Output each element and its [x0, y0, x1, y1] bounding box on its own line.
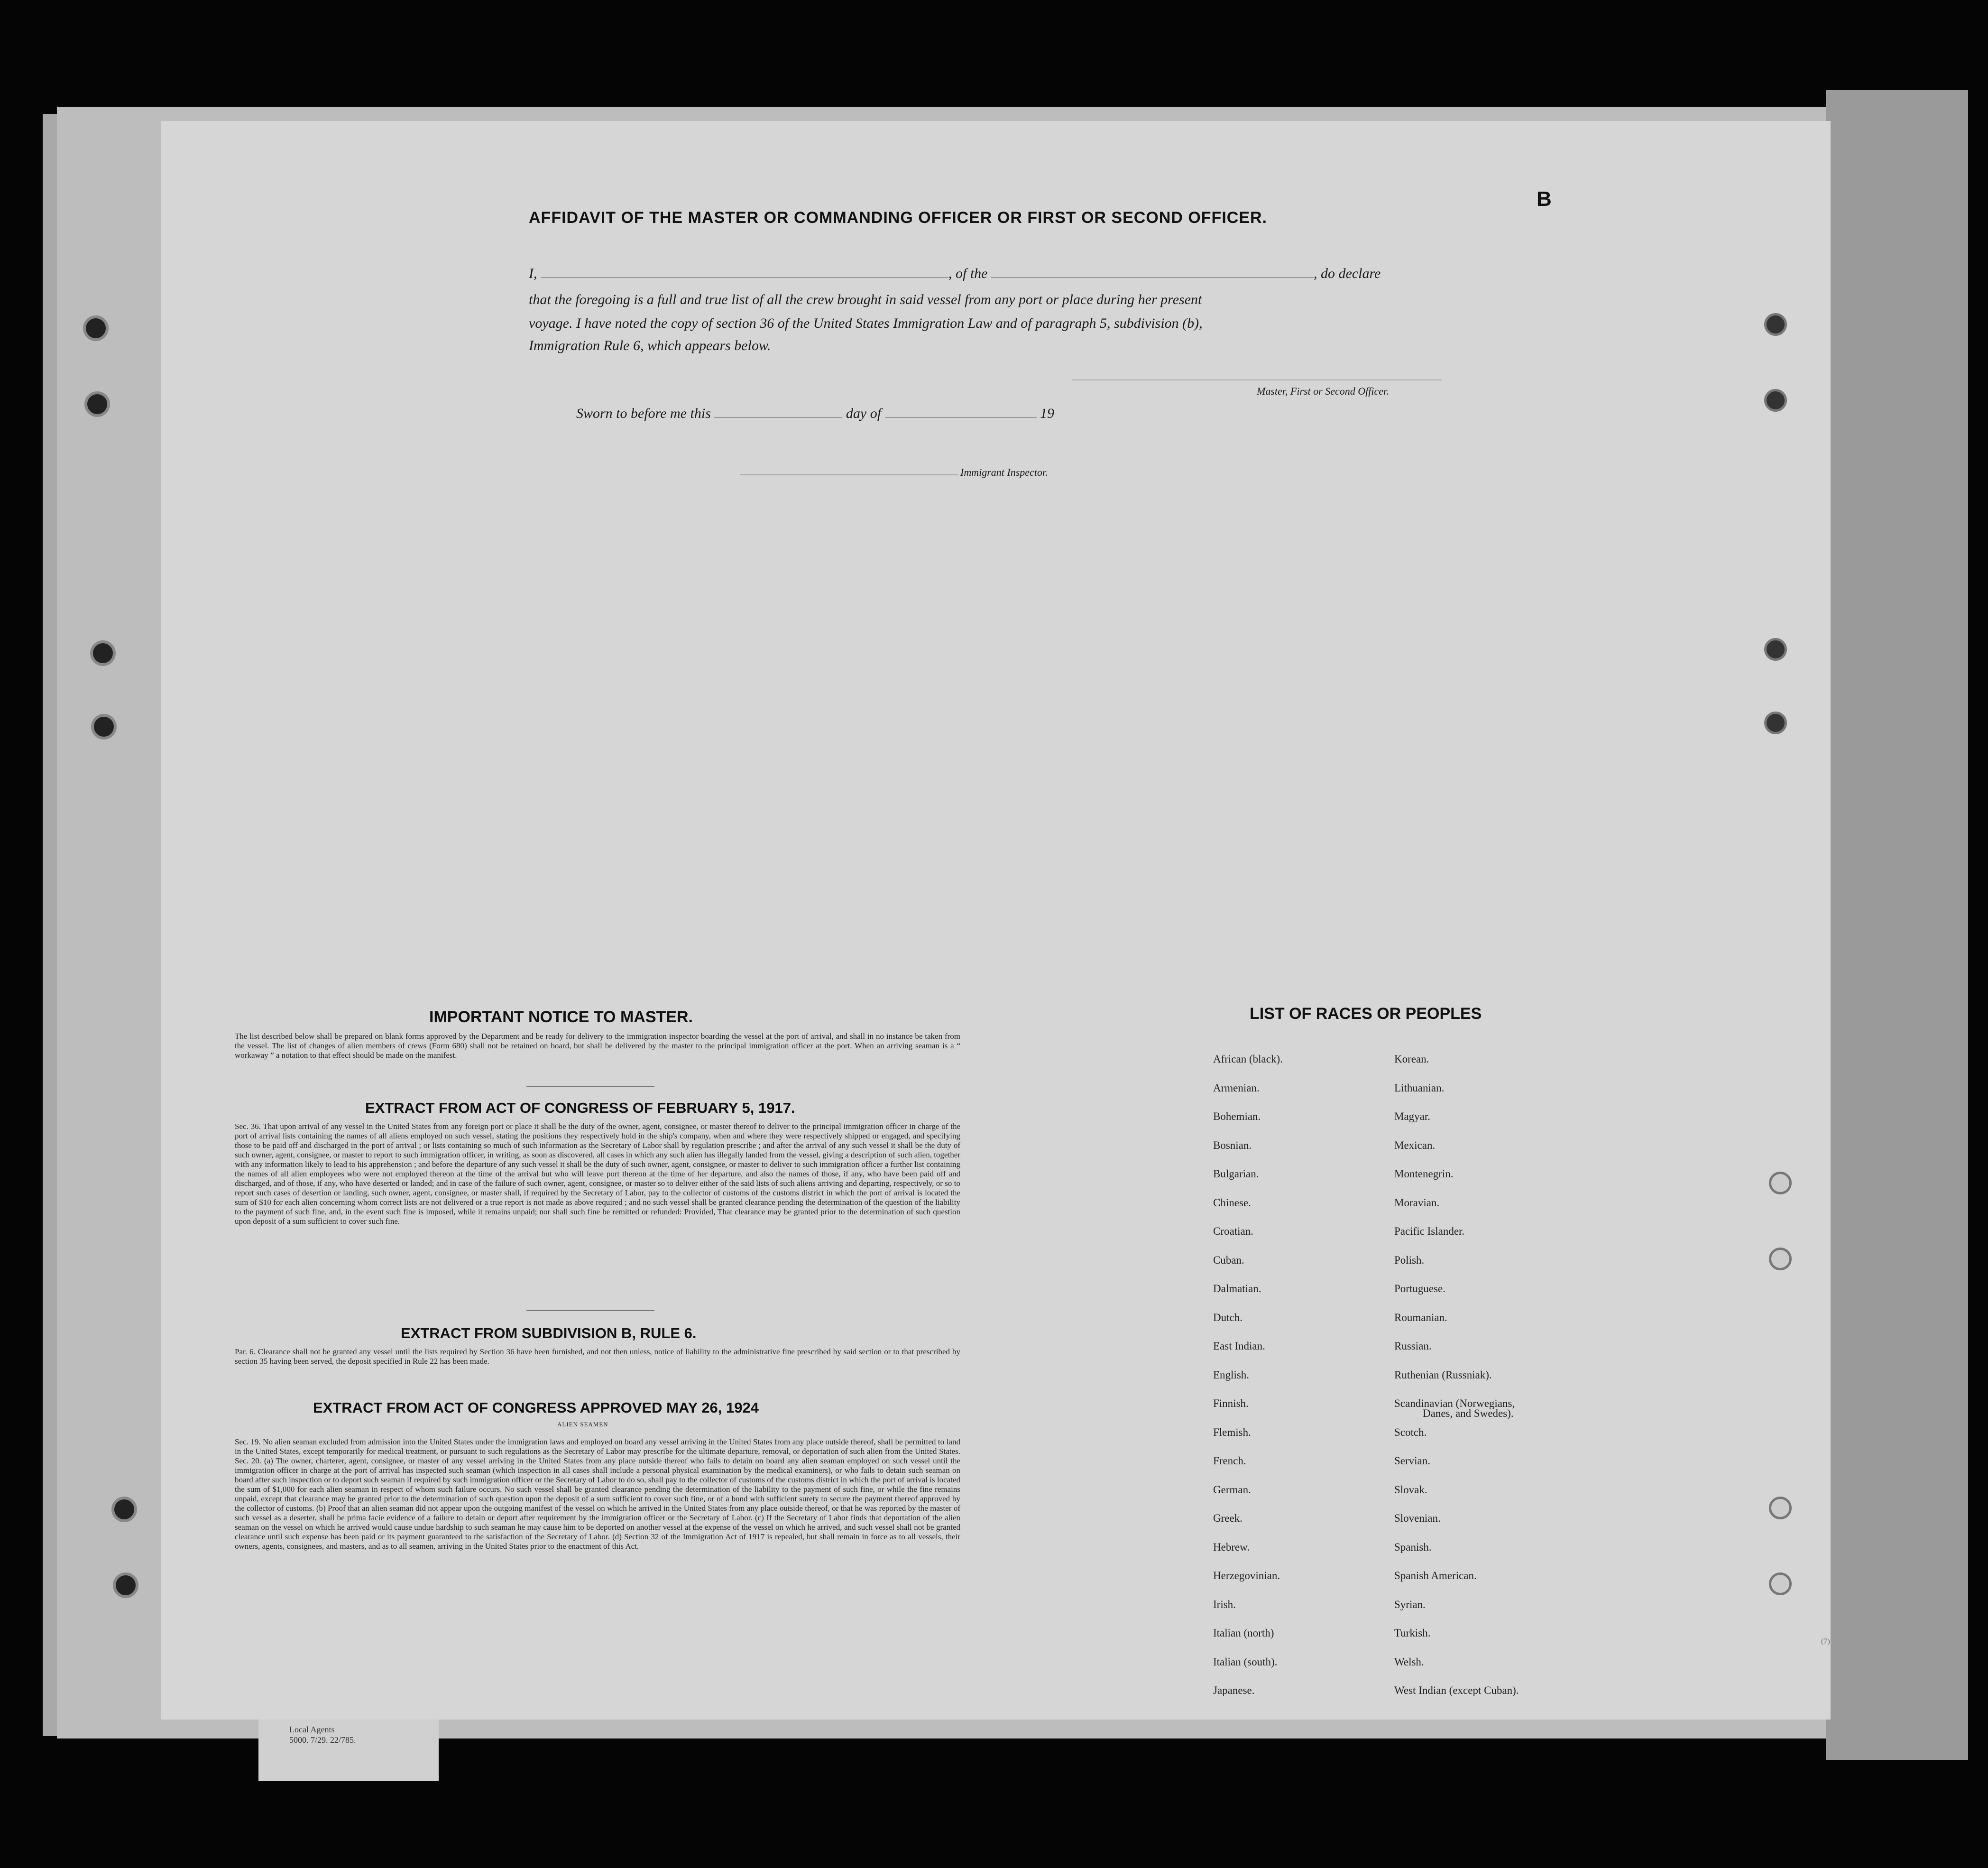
race-item: Ruthenian (Russniak). — [1394, 1369, 1492, 1381]
race-item: Welsh. — [1394, 1656, 1424, 1668]
affidavit-of-the: , of the — [948, 266, 988, 281]
race-item: Slovenian. — [1394, 1512, 1441, 1524]
race-item: Mexican. — [1394, 1139, 1436, 1151]
footer-line: 5000. 7/29. 22/785. — [289, 1735, 356, 1745]
race-item: African (black). — [1213, 1053, 1283, 1065]
binder-hole — [91, 714, 117, 740]
race-item: East Indian. — [1213, 1340, 1265, 1352]
notice-title: IMPORTANT NOTICE TO MASTER. — [429, 1008, 693, 1026]
binder-hole — [1764, 313, 1787, 336]
signature-label: Master, First or Second Officer. — [1257, 385, 1389, 397]
race-item: Cuban. — [1213, 1254, 1244, 1266]
race-item: Japanese. — [1213, 1684, 1255, 1696]
name-blank — [541, 267, 948, 278]
binder-hole — [1769, 1248, 1792, 1270]
race-item: Dalmatian. — [1213, 1283, 1261, 1295]
affidavit-i: I, — [529, 266, 537, 281]
binder-hole — [1769, 1172, 1792, 1194]
day-blank — [714, 407, 842, 418]
binder-hole — [1769, 1497, 1792, 1519]
sworn-day: day of — [846, 406, 882, 421]
sworn-year: 19 — [1040, 406, 1055, 421]
binder-hole — [83, 315, 109, 341]
race-item: Flemish. — [1213, 1426, 1251, 1438]
inspector-signature-line — [740, 474, 958, 475]
footer-imprint — [289, 1724, 356, 1745]
race-item: German. — [1213, 1484, 1251, 1496]
race-item: Moravian. — [1394, 1197, 1440, 1209]
page-letter: B — [1537, 187, 1552, 211]
divider — [526, 1086, 654, 1087]
race-item: Turkish. — [1394, 1627, 1431, 1639]
binder-hole — [1764, 638, 1787, 661]
affidavit-line: Immigration Rule 6, which appears below. — [529, 338, 771, 353]
race-item: Pacific Islander. — [1394, 1225, 1465, 1237]
extract-rule6-title: EXTRACT FROM SUBDIVISION B, RULE 6. — [401, 1325, 697, 1341]
race-item-continuation: Danes, and Swedes). — [1423, 1407, 1514, 1419]
race-item: Syrian. — [1394, 1599, 1426, 1610]
race-item: Polish. — [1394, 1254, 1425, 1266]
race-item: Roumanian. — [1394, 1312, 1447, 1323]
race-item: Russian. — [1394, 1340, 1432, 1352]
race-item: Portuguese. — [1394, 1283, 1445, 1295]
race-item: Croatian. — [1213, 1225, 1253, 1237]
affidavit-line — [529, 266, 1381, 282]
extract-1924-body: Sec. 19. No alien seaman excluded from admission into the United States under the immigration laws and employed on board any vessel arriving in the United States from any place outside thereof, shall be permitted to land in the United States, except temporarily for medical treatment, or pursuant to such regulations as the Secretary of Labor may prescribe for the ultimate departure, removal, or deportation of such alien from the United States. Sec. 20. (a) The owner, charterer, agent, consignee, or master of any vessel arriving in the United States from any place outside thereof who fails to detain on board any alien seaman employed on such vessel until the immigration officer in charge at the port of arrival has inspected such seaman (which inspection in all cases shall include a personal physical examination by the medical examiners), or who fails to detain such seaman on board after such inspection or to deport such seaman if required by such immigration officer or the Secretary of Labor to do so, shall pay to the collector of customs of the customs district in which the port of arrival is located the sum of $1,000 for each alien seaman in respect of whom such failure occurs. No such vessel shall be granted clearance pending the determination of the liability to the payment of such fine, or while the fine remains unpaid, except that clearance may be granted prior to the determination of such question upon the deposit of a sum sufficient to cover such fine, or of a bond with sufficient surety to secure the payment thereof approved by the collector of customs. (b) Proof that an alien seaman did not appear upon the outgoing manifest of the vessel on which he arrived in the United States from any place outside thereof, or that he was reported by the master of such vessel as a deserter, shall be prima facie evidence of a failure to detain or deport after requirement by the immigration officer or the Secretary of Labor. (c) If the Secretary of Labor finds that deportation of the alien seaman on the vessel on which he arrived would cause undue hardship to such seaman he may cause him to be deported on another vessel at the expense of the vessel on which he arrived, and such vessel shall not be granted clearance until such expense has been paid or its payment guaranteed to the satisfaction of the Secretary of Labor. (d) Section 32 of the Immigration Act of 1917 is repealed, but shall remain in force as to all vessels, their owners, agents, consignees, and masters, and as to all seamen, arriving in the United States prior to the enactment of this Act. — [235, 1437, 960, 1551]
notice-body: The list described below shall be prepared on blank forms approved by the Department and be ready for delivery to the immigration inspector boarding the vessel at the port of arrival, and shall in no instance be taken from the vessel. The list of changes of alien members of crews (Form 680) shall not be retained on board, but shall be delivered by the master to the principal immigration officer at the port. When an arriving seaman is a “ workaway ” a notation to that effect should be made on the manifest. — [235, 1032, 960, 1060]
race-item: Scandinavian (Norwegians, — [1394, 1397, 1515, 1409]
race-item: Scotch. — [1394, 1426, 1427, 1438]
binder-hole — [84, 391, 110, 417]
signature-line — [1072, 379, 1442, 380]
extract-1917-body: Sec. 36. That upon arrival of any vessel in the United States from any foreign port or place it shall be the duty of the owner, agent, consignee, or master thereof to deliver to the principal immigration officer in charge of the port of arrival lists containing the names of all aliens employed on such vessel, stating the positions they respectively hold in the ship's company, when and where they were respectively shipped or engaged, and specifying those to be paid off and discharged in the port of arrival ; or lists containing so much of such information as the Secretary of Labor shall by regulation prescribe ; and after the arrival of any such vessel it shall be the duty of such owner, agent, consignee, or master to report to such immigration officer, in writing, as soon as discovered, all cases in which any such alien has illegally landed from the vessel, giving a description of such alien, together with any information likely to lead to his apprehension ; and before the departure of any such vessel it shall be the duty of such owner, agent, consignee, or master to deliver to such immigration officer a further list containing the names of all alien employees who were not employed thereon at the time of the arrival but who will leave port thereon at the time of her departure, and also the names of those, if any, who have been paid off and discharged, and of those, if any, who have deserted or landed; and in case of the failure of such owner, agent, consignee, or master so to deliver either of the said lists of such aliens arriving and departing, respectively, or so to report such cases of desertion or landing, such owner, agent, consignee, or master shall, if required by the Secretary of Labor, pay to the collector of customs of the customs district in which the port of arrival is located the sum of $10 for each alien concerning whom correct lists are not delivered or a true report is not made as above required ; and no such vessel shall be granted clearance pending the determination of the question of the liability to the payment of such fine, and, in the event such fine is imposed, while it remains unpaid; nor shall such fine be remitted or refunded: Provided, That clearance may be granted prior to the determination of such question upon deposit of a sum sufficient to cover such fine. — [235, 1122, 960, 1226]
race-item: Dutch. — [1213, 1312, 1242, 1323]
race-item: Armenian. — [1213, 1082, 1260, 1094]
race-item: Korean. — [1394, 1053, 1429, 1065]
race-item: English. — [1213, 1369, 1250, 1381]
race-item: Slovak. — [1394, 1484, 1427, 1496]
race-item: Italian (south). — [1213, 1656, 1278, 1668]
divider — [526, 1310, 654, 1311]
race-item: Irish. — [1213, 1599, 1236, 1610]
affidavit-line: voyage. I have noted the copy of section 36 of the United States Immigration Law and of paragraph 5, subdivision (b), — [529, 315, 1203, 331]
race-item: Bohemian. — [1213, 1110, 1261, 1122]
binder-hole — [113, 1572, 138, 1598]
underlying-sheet-edge — [1826, 90, 1968, 1760]
extract-1924-title: EXTRACT FROM ACT OF CONGRESS APPROVED MAY 26, 1924 — [313, 1399, 759, 1416]
race-item: Finnish. — [1213, 1397, 1249, 1409]
affidavit-line: that the foregoing is a full and true list of all the crew brought in said vessel from any port or place during her present — [529, 292, 1202, 307]
race-item: Spanish American. — [1394, 1570, 1477, 1581]
affidavit-title: AFFIDAVIT OF THE MASTER OR COMMANDING OFFICER OR FIRST OR SECOND OFFICER. — [529, 209, 1267, 227]
race-item: Bosnian. — [1213, 1139, 1252, 1151]
race-item: Hebrew. — [1213, 1541, 1250, 1553]
footer-line: Local Agents — [289, 1725, 335, 1734]
race-item: Servian. — [1394, 1455, 1431, 1467]
extract-1924-subtitle: ALIEN SEAMEN — [557, 1421, 608, 1428]
race-item: Montenegrin. — [1394, 1168, 1454, 1180]
affidavit-declare: , do declare — [1314, 266, 1381, 281]
sworn-prefix: Sworn to before me this — [576, 406, 711, 421]
race-item: Greek. — [1213, 1512, 1242, 1524]
race-item: Italian (north) — [1213, 1627, 1274, 1639]
inspector-label: Immigrant Inspector. — [960, 466, 1048, 478]
month-blank — [885, 407, 1037, 418]
extract-1917-title: EXTRACT FROM ACT OF CONGRESS OF FEBRUARY 5, 1917. — [365, 1100, 795, 1116]
extract-rule6-body: Par. 6. Clearance shall not be granted any vessel until the lists required by Section 36 have been furnished, and not then unless, notice of liability to the administrative fine prescribed by said section or to that prescribed by section 35 having been served, the deposit specified in Rule 22 has been made. — [235, 1347, 960, 1366]
binder-hole — [1764, 389, 1787, 412]
race-item: Magyar. — [1394, 1110, 1431, 1122]
race-item: Spanish. — [1394, 1541, 1432, 1553]
binder-hole — [90, 640, 116, 666]
race-item: West Indian (except Cuban). — [1394, 1684, 1519, 1696]
sworn-line — [576, 406, 1054, 422]
vessel-blank — [991, 267, 1314, 278]
binder-hole — [1764, 712, 1787, 734]
binder-hole — [111, 1497, 137, 1522]
form-mark: (7) — [1821, 1637, 1830, 1646]
race-item: Lithuanian. — [1394, 1082, 1445, 1094]
race-item: Chinese. — [1213, 1197, 1251, 1209]
races-list-title: LIST OF RACES OR PEOPLES — [1250, 1005, 1482, 1023]
race-item: Bulgarian. — [1213, 1168, 1259, 1180]
binder-hole — [1769, 1572, 1792, 1595]
race-item: Herzegovinian. — [1213, 1570, 1280, 1581]
race-item: French. — [1213, 1455, 1246, 1467]
